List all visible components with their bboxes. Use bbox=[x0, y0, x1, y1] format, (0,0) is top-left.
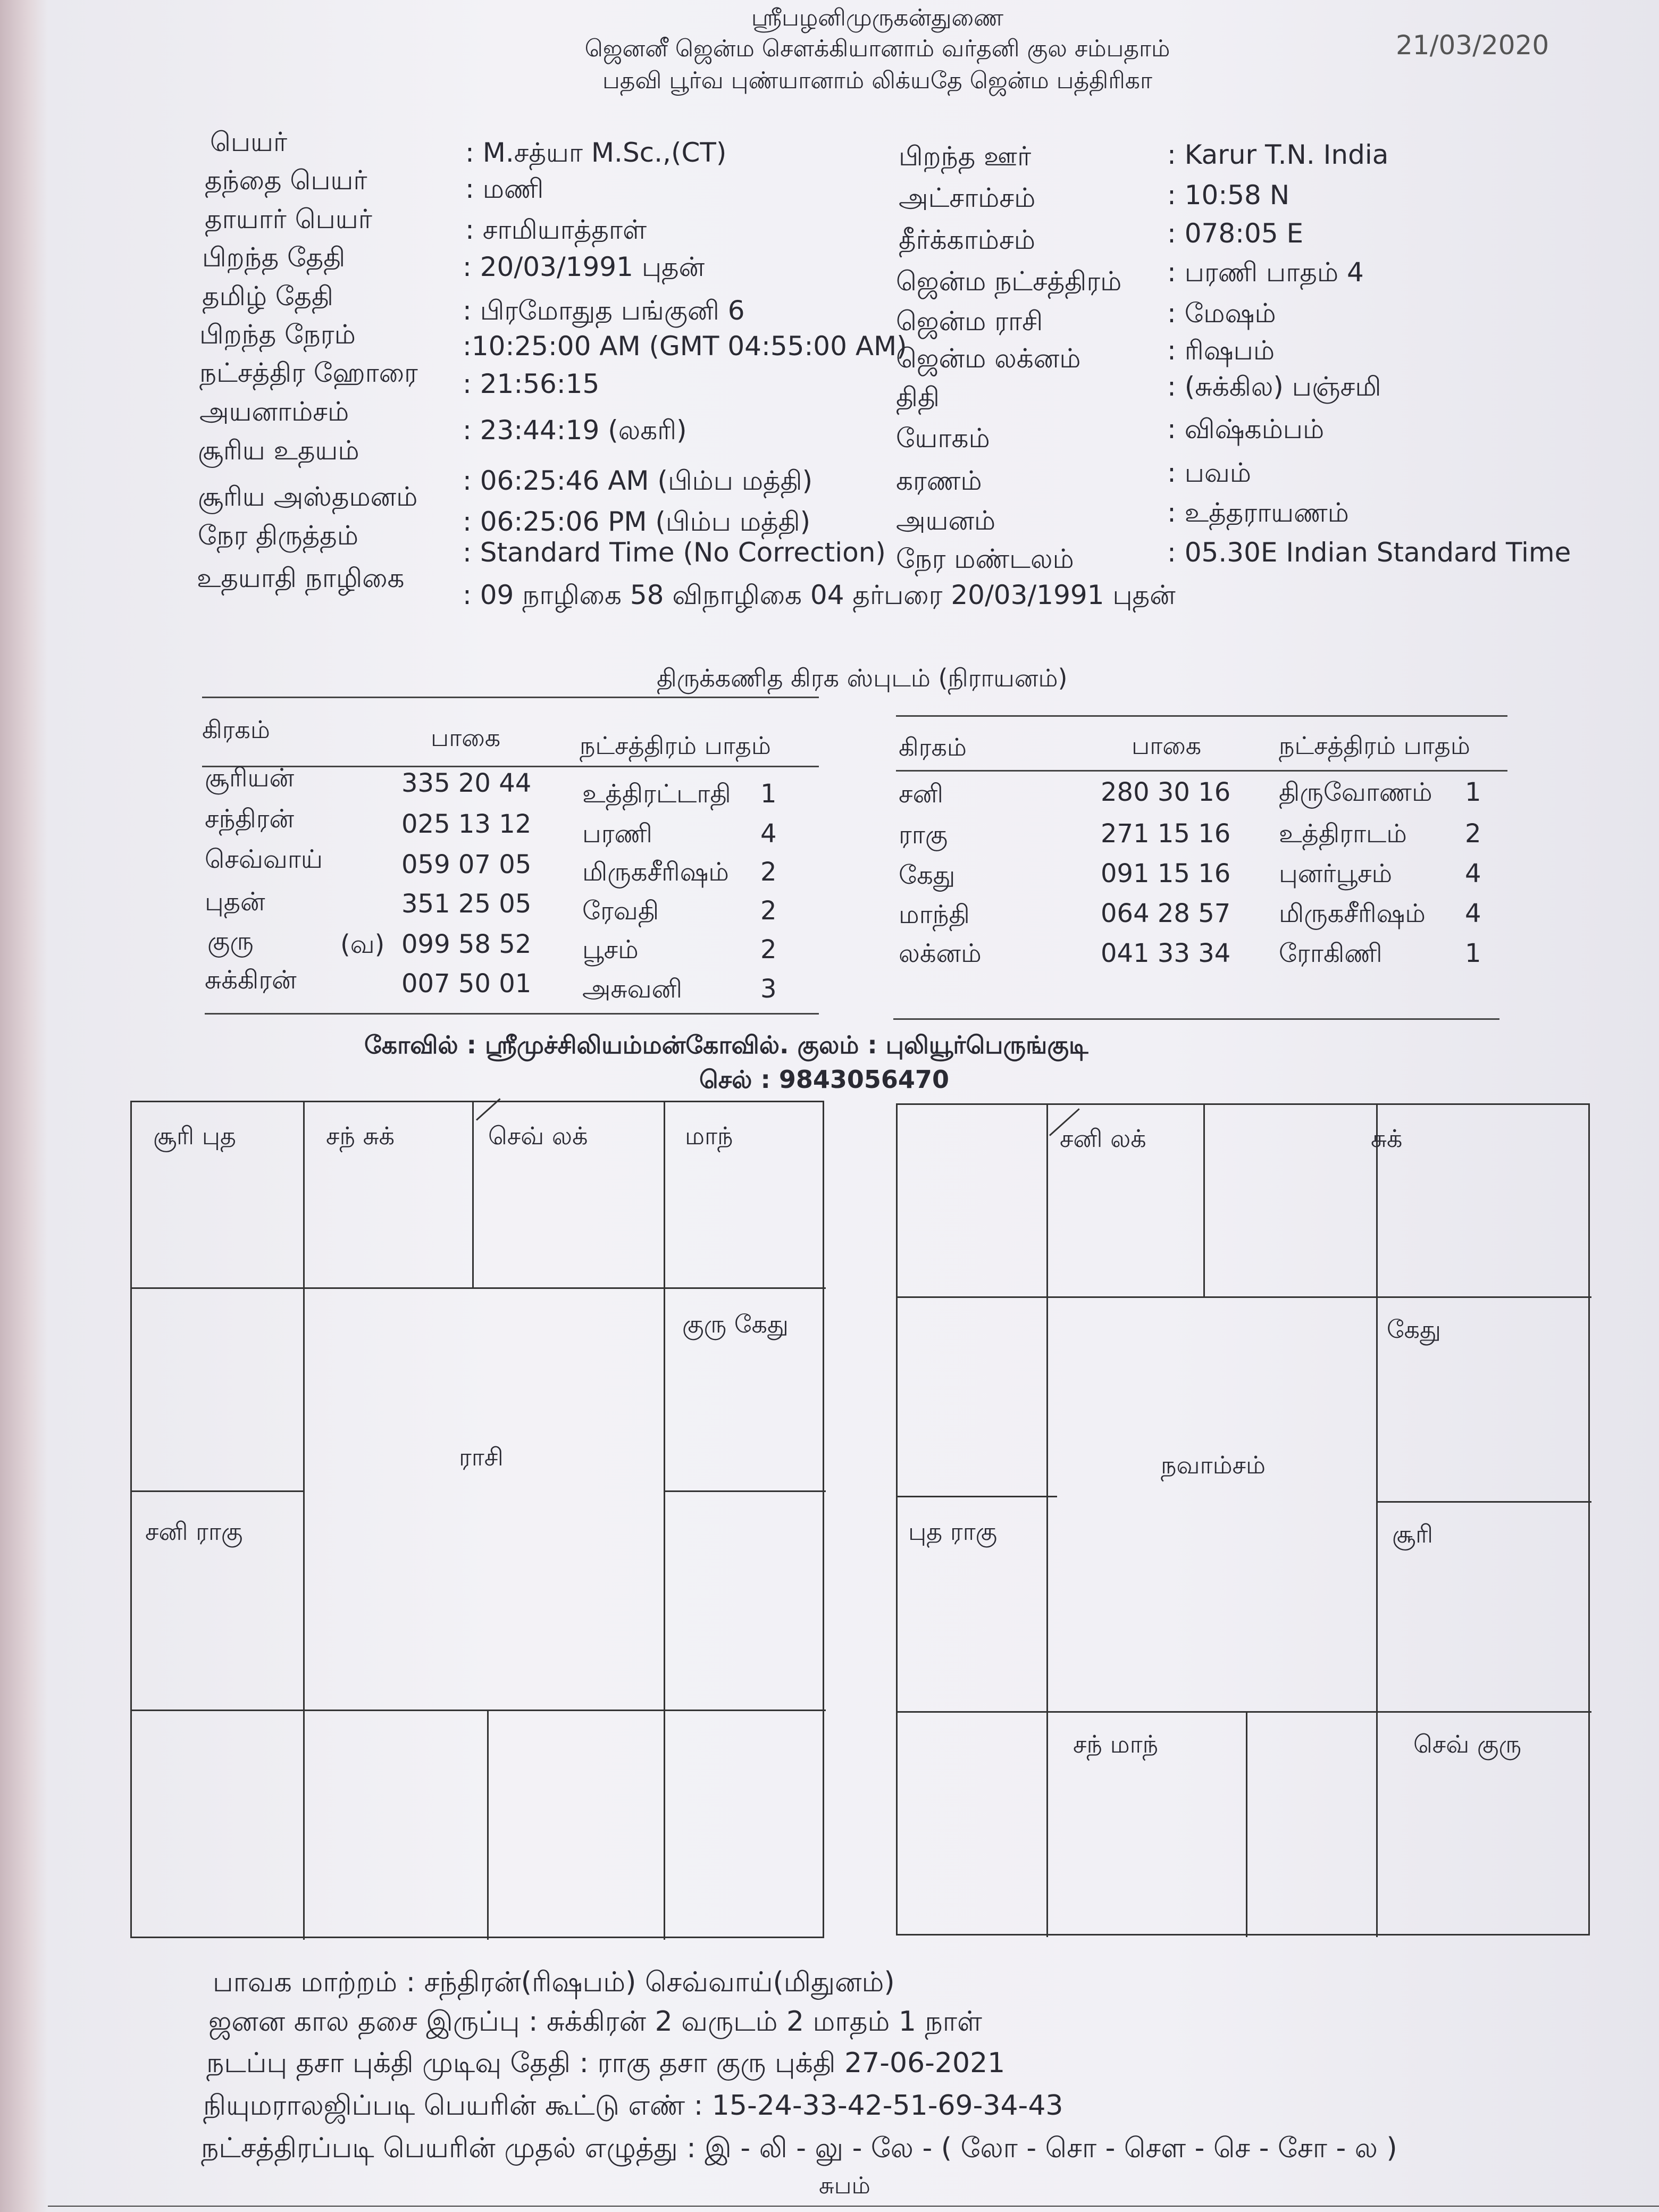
table-rule bbox=[893, 1018, 1499, 1020]
detail-label: ஜென்ம நட்சத்திரம் bbox=[896, 266, 1122, 297]
planet-pada: 2 bbox=[760, 935, 777, 965]
rasi-house-3: செவ் லக் bbox=[488, 1121, 588, 1150]
detail-label: அட்சாம்சம் bbox=[899, 182, 1036, 213]
table-rule bbox=[896, 715, 1507, 717]
planet-name: சனி bbox=[899, 779, 943, 809]
planet-name: புதன் bbox=[205, 887, 265, 917]
detail-label: பெயர் bbox=[210, 127, 288, 157]
rasi-house-4: மாந் bbox=[685, 1121, 733, 1150]
detail-value: : உத்தராயணம் bbox=[1167, 497, 1349, 528]
header-bhagai: பாகை bbox=[1132, 731, 1202, 760]
navamsa-house-5: புத ராகு bbox=[908, 1517, 998, 1546]
planet-star: உத்திரட்டாதி bbox=[582, 779, 731, 809]
planet-pada: 1 bbox=[760, 779, 777, 809]
detail-value: : 06:25:46 AM (பிம்ப மத்தி) bbox=[463, 465, 813, 496]
planet-degree: 007 50 01 bbox=[401, 969, 532, 999]
detail-label: தமிழ் தேதி bbox=[202, 281, 333, 312]
navamsa-house-12: செவ் குரு bbox=[1413, 1730, 1522, 1758]
detail-label: நட்சத்திர ஹோரை bbox=[199, 357, 418, 388]
detail-value: : 06:25:06 PM (பிம்ப மத்தி) bbox=[463, 506, 811, 537]
detail-label: அயனாம்சம் bbox=[199, 396, 349, 427]
detail-label: பிறந்த நேரம் bbox=[199, 319, 356, 350]
temple-line: கோவில் : ஸ்ரீமுச்சிலியம்மன்கோவில். குலம் : புலியூர்பெருங்குடி bbox=[364, 1030, 1088, 1059]
planet-degree: 041 33 34 bbox=[1101, 939, 1231, 968]
planet-name: செவ்வாய் bbox=[205, 844, 323, 874]
planet-pada: 1 bbox=[1465, 939, 1481, 968]
detail-value: : 20/03/1991 புதன் bbox=[463, 252, 705, 282]
table-rule bbox=[202, 697, 819, 698]
detail-label: சூரிய உதயம் bbox=[198, 435, 359, 466]
planet-degree: 064 28 57 bbox=[1101, 899, 1231, 928]
detail-value: : 21:56:15 bbox=[463, 368, 600, 399]
navamsa-chart bbox=[896, 1103, 1590, 1936]
detail-label: நேர திருத்தம் bbox=[198, 520, 358, 551]
detail-label: நேர மண்டலம் bbox=[896, 543, 1074, 574]
detail-label: தீர்க்காம்சம் bbox=[899, 224, 1035, 255]
detail-value: : பிரமோதுத பங்குனி 6 bbox=[463, 295, 745, 326]
planet-star: புனர்பூசம் bbox=[1279, 859, 1393, 889]
planet-name: கேது bbox=[899, 860, 956, 890]
detail-value: : 10:58 N bbox=[1167, 180, 1290, 211]
planet-pada: 3 bbox=[760, 974, 777, 1004]
navamsa-house-4: சுக் bbox=[1371, 1124, 1403, 1153]
rasi-house-5: சனி ராகு bbox=[145, 1517, 243, 1546]
name-letters: நட்சத்திரப்படி பெயரின் முதல் எழுத்து : இ - லி - லு - லே - ( லோ - சொ - சௌ - செ - சோ - ல ) bbox=[201, 2132, 1397, 2164]
header-blessing: ஸ்ரீபழனிமுருகன்துணை bbox=[751, 4, 1004, 31]
planet-name: சூரியன் bbox=[205, 763, 295, 793]
detail-value: : பவம் bbox=[1167, 457, 1252, 488]
rasi-center: ராசி bbox=[459, 1443, 504, 1471]
detail-value: : சாமியாத்தாள் bbox=[465, 214, 647, 245]
header-graha: கிரகம் bbox=[202, 715, 270, 744]
planet-table-title: திருக்கணித கிரக ஸ்புடம் (நிராயனம்) bbox=[657, 664, 1068, 692]
planet-pada: 2 bbox=[760, 896, 777, 926]
detail-label: பிறந்த ஊர் bbox=[899, 141, 1032, 172]
detail-value: : மேஷம் bbox=[1167, 298, 1276, 329]
planet-name: குரு bbox=[207, 926, 254, 956]
detail-value: : 09 நாழிகை 58 விநாழிகை 04 தர்பரை 20/03/1991 புதன் bbox=[463, 580, 1176, 610]
detail-value: : 05.30E Indian Standard Time bbox=[1167, 537, 1571, 568]
header-star: நட்சத்திரம் பாதம் bbox=[1279, 731, 1470, 760]
detail-value: : 23:44:19 (லகரி) bbox=[463, 415, 687, 446]
planet-pada: 2 bbox=[1465, 819, 1481, 849]
planet-degree: 091 15 16 bbox=[1101, 859, 1231, 889]
rasi-house-2: சந் சுக் bbox=[326, 1121, 395, 1150]
detail-label: ஜென்ம லக்னம் bbox=[896, 343, 1081, 374]
planet-name: லக்னம் bbox=[899, 939, 982, 968]
header-graha: கிரகம் bbox=[899, 733, 967, 761]
closing-word: சுபம் bbox=[819, 2172, 870, 2199]
header-bhagai: பாகை bbox=[431, 723, 501, 752]
planet-degree: 099 58 52 bbox=[401, 929, 532, 959]
planet-name: சந்திரன் bbox=[205, 804, 295, 834]
planet-name: சுக்கிரன் bbox=[205, 965, 297, 995]
planet-degree: 025 13 12 bbox=[401, 809, 532, 839]
rasi-chart bbox=[130, 1101, 824, 1938]
detail-value: : M.சத்யா M.Sc.,(CT) bbox=[465, 137, 727, 168]
planet-degree: 351 25 05 bbox=[401, 889, 532, 919]
print-date: 21/03/2020 bbox=[1396, 30, 1549, 61]
planet-degree: 271 15 16 bbox=[1101, 819, 1231, 849]
planet-star: மிருகசீரிஷம் bbox=[1279, 899, 1426, 928]
planet-name: ராகு bbox=[899, 820, 948, 850]
detail-label: யோகம் bbox=[896, 423, 990, 454]
detail-label: ஜென்ம ராசி bbox=[896, 306, 1043, 337]
detail-value: : விஷ்கம்பம் bbox=[1167, 414, 1325, 445]
detail-label: கரணம் bbox=[896, 465, 982, 496]
planet-pada: 2 bbox=[760, 857, 777, 887]
current-dasa: நடப்பு தசா புக்தி முடிவு தேதி : ராகு தசா குரு புக்தி 27-06-2021 bbox=[206, 2047, 1006, 2079]
detail-label: சூரிய அஸ்தமனம் bbox=[198, 481, 418, 512]
numerology-numbers: நியுமராலஜிப்படி பெயரின் கூட்டு எண் : 15-24-33-42-51-69-34-43 bbox=[203, 2090, 1063, 2122]
detail-label: பிறந்த தேதி bbox=[202, 242, 346, 273]
planet-pada: 4 bbox=[1465, 859, 1481, 889]
table-rule bbox=[205, 1013, 819, 1015]
planet-pada: 4 bbox=[1465, 899, 1481, 928]
detail-value: : Standard Time (No Correction) bbox=[463, 537, 886, 568]
navamsa-house-8: கேது bbox=[1387, 1315, 1441, 1344]
planet-pada: 4 bbox=[760, 819, 777, 849]
detail-label: தந்தை பெயர் bbox=[205, 165, 367, 196]
navamsa-house-11: சந் மாந் bbox=[1073, 1730, 1159, 1758]
footer-rule bbox=[48, 2206, 1659, 2207]
detail-value: : மணி bbox=[465, 173, 544, 204]
detail-value: :10:25:00 AM (GMT 04:55:00 AM) bbox=[463, 331, 907, 362]
rasi-house-1: சூரி புத bbox=[153, 1121, 236, 1150]
planet-name: மாந்தி bbox=[899, 900, 970, 929]
detail-label: திதி bbox=[896, 382, 940, 413]
planet-star: பூசம் bbox=[582, 935, 639, 965]
detail-value: : Karur T.N. India bbox=[1167, 139, 1389, 170]
navamsa-center: நவாம்சம் bbox=[1161, 1451, 1266, 1479]
table-rule bbox=[896, 770, 1507, 772]
bhava-change: பாவக மாற்றம் : சந்திரன்(ரிஷபம்) செவ்வாய்(மிதுனம்) bbox=[213, 1966, 895, 1998]
header-verse-2: பதவி பூர்வ புண்யானாம் லிக்யதே ஜென்ம பத்திரிகா bbox=[602, 67, 1153, 94]
dasa-balance: ஜனன கால தசை இருப்பு : சுக்கிரன் 2 வருடம் 2 மாதம் 1 நாள் bbox=[208, 2006, 982, 2038]
planet-pada: 1 bbox=[1465, 777, 1481, 807]
detail-value: : பரணி பாதம் 4 bbox=[1167, 257, 1364, 288]
table-rule bbox=[202, 766, 819, 767]
background-cloth bbox=[0, 0, 48, 2212]
detail-value: : 078:05 E bbox=[1167, 218, 1304, 249]
planet-degree: 059 07 05 bbox=[401, 850, 532, 879]
planet-star: உத்திராடம் bbox=[1279, 819, 1407, 849]
navamsa-house-9: சூரி bbox=[1392, 1520, 1434, 1548]
planet-degree: 280 30 16 bbox=[1101, 777, 1231, 807]
navamsa-house-2: சனி லக் bbox=[1060, 1124, 1146, 1153]
detail-label: உதயாதி நாழிகை bbox=[197, 563, 405, 593]
header-star: நட்சத்திரம் பாதம் bbox=[580, 731, 771, 760]
planet-degree: 335 20 44 bbox=[401, 768, 532, 798]
planet-star: ரேவதி bbox=[582, 896, 659, 926]
planet-star: திருவோணம் bbox=[1279, 777, 1432, 807]
detail-label: தாயார் பெயர் bbox=[205, 204, 372, 234]
planet-star: அசுவனி bbox=[582, 974, 683, 1004]
detail-value: : ரிஷபம் bbox=[1167, 335, 1275, 366]
rasi-house-8: குரு கேது bbox=[682, 1310, 789, 1338]
planet-star: பரணி bbox=[582, 819, 652, 849]
detail-label: அயனம் bbox=[896, 505, 996, 536]
phone-line: செல் : 9843056470 bbox=[699, 1065, 949, 1094]
header-verse-1: ஜெனனீ ஜென்ம சௌக்கியானாம் வர்தனி குல சம்பதாம் bbox=[584, 35, 1170, 62]
planet-star: மிருகசீரிஷம் bbox=[582, 857, 729, 887]
planet-star: ரோகிணி bbox=[1279, 939, 1382, 968]
retrograde-mark: (வ) bbox=[340, 929, 385, 959]
detail-value: : (சுக்கில) பஞ்சமி bbox=[1167, 371, 1381, 402]
